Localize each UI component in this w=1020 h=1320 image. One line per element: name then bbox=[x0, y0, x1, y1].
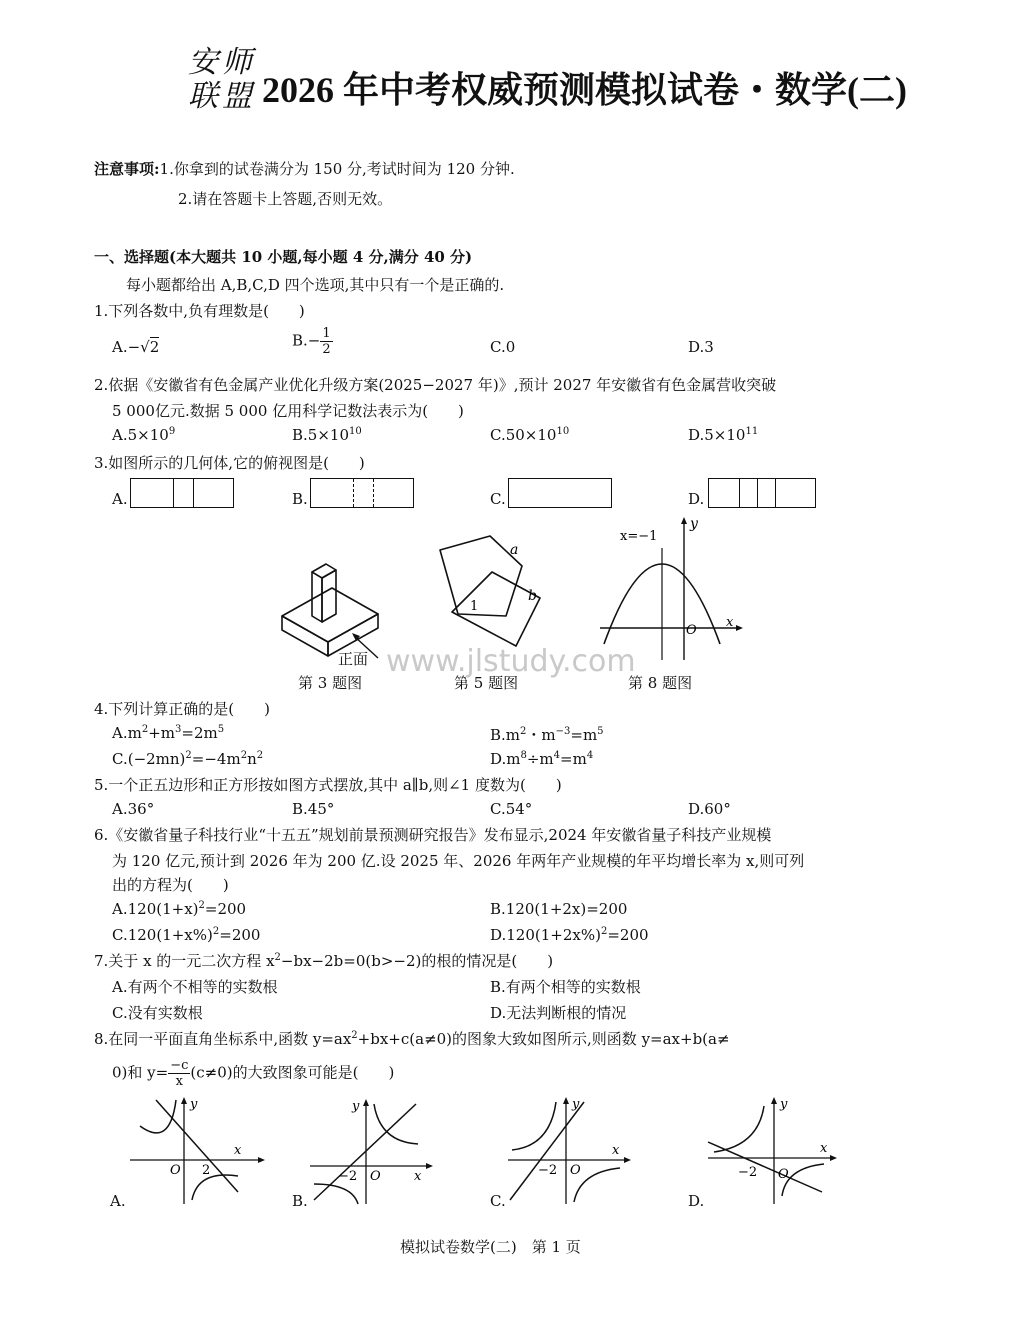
x-label: x bbox=[820, 1141, 828, 1156]
q2-a-base: A.5×10 bbox=[112, 426, 169, 444]
page-title: 2026 年中考权威预测模拟试卷・数学(二) bbox=[262, 70, 907, 110]
x-label: x bbox=[234, 1143, 242, 1158]
q4-a-part: A.m bbox=[112, 724, 142, 742]
origin-label: O bbox=[570, 1163, 581, 1178]
q6-c-exp: 2 bbox=[212, 926, 220, 937]
q8-graph-d bbox=[704, 1096, 844, 1206]
q2-option-b bbox=[292, 426, 362, 444]
figure-3-front-label: 正面 bbox=[338, 650, 369, 668]
q4-a-exp: 5 bbox=[217, 724, 225, 735]
q3-option-d-label: D. bbox=[688, 490, 705, 508]
y-label: y bbox=[572, 1097, 580, 1112]
q8-line-1-part: 8.在同一平面直角坐标系中,函数 y=ax bbox=[94, 1030, 352, 1048]
q1-b-den: 2 bbox=[322, 342, 331, 357]
q3-option-c-label: C. bbox=[490, 490, 506, 508]
q8-graph-c bbox=[504, 1096, 644, 1206]
divider bbox=[173, 479, 174, 507]
q1-option-d: D.3 bbox=[688, 338, 714, 356]
q8-frac-num: −c bbox=[170, 1058, 189, 1073]
y-label: y bbox=[190, 1097, 198, 1112]
page-footer: 模拟试卷数学(二) 第 1 页 bbox=[400, 1238, 581, 1256]
notice-item-1: 1.你拿到的试卷满分为 150 分,考试时间为 120 分钟. bbox=[159, 160, 515, 178]
angle-1-label: 1 bbox=[470, 599, 479, 614]
q5-stem: 5.一个正五边形和正方形按如图方式摆放,其中 a∥b,则∠1 度数为( ) bbox=[94, 776, 562, 794]
q4-a-part: +m bbox=[148, 724, 175, 742]
q6-line-3: 出的方程为( ) bbox=[112, 876, 229, 894]
hyperbola-branch bbox=[512, 1102, 556, 1150]
q8-option-c-label: C. bbox=[490, 1192, 506, 1210]
q4-b-exp: 5 bbox=[597, 726, 604, 737]
q2-line-1: 2.依据《安徽省有色金属产业优化升级方案(2025−2027 年)》,预计 2027 年安徽省有色金属营收突破 bbox=[94, 376, 777, 394]
q1-option-b bbox=[292, 326, 333, 357]
square bbox=[452, 572, 540, 646]
divider bbox=[193, 479, 194, 507]
q8-fraction bbox=[168, 1058, 190, 1089]
sqrt-icon: √ bbox=[140, 338, 150, 356]
q6-d-exp: 2 bbox=[600, 926, 608, 937]
q3-option-a-figure bbox=[130, 478, 234, 508]
q6-d-tail: =200 bbox=[607, 926, 649, 944]
q2-option-d bbox=[688, 426, 758, 444]
q4-option-c bbox=[112, 750, 263, 768]
q3-option-a-label: A. bbox=[112, 490, 128, 508]
q8-frac-den: x bbox=[175, 1074, 183, 1089]
y-label: y bbox=[780, 1097, 788, 1112]
q4-b-exp: −3 bbox=[555, 726, 571, 737]
q8-line-2-part: (c≠0)的大致图象可能是( ) bbox=[190, 1063, 395, 1082]
x-label: x bbox=[612, 1143, 620, 1158]
hyperbola-branch bbox=[714, 1106, 764, 1152]
origin-label: O bbox=[686, 623, 697, 638]
q2-a-exp: 9 bbox=[168, 426, 176, 437]
q8-line-2-part: 0)和 y= bbox=[112, 1063, 169, 1082]
q7-stem-exp: 2 bbox=[274, 952, 281, 963]
symmetry-axis-label: x=−1 bbox=[620, 529, 658, 544]
y-axis-arrow-icon bbox=[771, 1097, 777, 1104]
q4-stem: 4.下列计算正确的是( ) bbox=[94, 700, 271, 718]
q7-stem bbox=[94, 950, 553, 971]
y-label: y bbox=[690, 516, 698, 532]
q4-c-part: n bbox=[247, 750, 257, 768]
q5-option-a: A.36° bbox=[112, 800, 155, 818]
q6-option-d bbox=[490, 926, 649, 944]
q8-line-1-exp: 2 bbox=[351, 1030, 358, 1041]
logo-line-1: 安师 bbox=[188, 45, 256, 80]
q1-a-radicand: 2 bbox=[149, 338, 160, 356]
x-axis-arrow-icon bbox=[736, 625, 743, 631]
q4-b-part: =m bbox=[570, 726, 598, 744]
q6-c-base: C.120(1+x%) bbox=[112, 926, 213, 944]
q1-option-a bbox=[112, 338, 159, 356]
dashed-divider bbox=[373, 479, 374, 507]
q2-line-2: 5 000亿元.数据 5 000 亿用科学记数法表示为( ) bbox=[112, 402, 464, 420]
figure-5-caption: 第 5 题图 bbox=[454, 674, 519, 692]
q1-stem: 1.下列各数中,负有理数是( ) bbox=[94, 302, 305, 320]
y-axis-arrow-icon bbox=[363, 1099, 369, 1106]
q4-d-part: D.m bbox=[490, 750, 521, 768]
q6-option-b: B.120(1+2x)=200 bbox=[490, 900, 628, 918]
figure-3-caption: 第 3 题图 bbox=[298, 674, 363, 692]
dashed-divider bbox=[353, 479, 354, 507]
q2-d-base: D.5×10 bbox=[688, 426, 746, 444]
q3-option-d-figure bbox=[708, 478, 816, 508]
q4-a-exp: 2 bbox=[141, 724, 149, 735]
q6-line-1: 6.《安徽省量子科技行业“十五五”规划前景预测研究报告》发布显示,2024 年安徽省量子科技产业规模 bbox=[94, 826, 772, 844]
figure-8-parabola bbox=[596, 514, 744, 664]
q4-d-part: =m bbox=[560, 750, 587, 768]
q4-b-part: B.m bbox=[490, 726, 521, 744]
origin-label: O bbox=[778, 1167, 789, 1182]
q3-option-b-label: B. bbox=[292, 490, 308, 508]
q4-c-part: C.(−2mn) bbox=[112, 750, 186, 768]
hyperbola-branch bbox=[192, 1175, 238, 1200]
q7-stem-part: 7.关于 x 的一元二次方程 x bbox=[94, 952, 275, 970]
q8-option-b-label: B. bbox=[292, 1192, 308, 1210]
q4-b-exp: 2 bbox=[520, 726, 527, 737]
divider bbox=[739, 479, 740, 507]
tick-label: 2 bbox=[202, 1163, 211, 1178]
section-heading: 一、选择题(本大题共 10 小题,每小题 4 分,满分 40 分) bbox=[94, 248, 473, 266]
q1-b-prefix: B.− bbox=[292, 331, 321, 350]
divider bbox=[757, 479, 758, 507]
q5-option-c: C.54° bbox=[490, 800, 533, 818]
q4-option-d bbox=[490, 750, 593, 768]
q4-d-exp: 8 bbox=[520, 750, 527, 761]
q6-a-exp: 2 bbox=[198, 900, 205, 911]
q4-d-exp: 4 bbox=[553, 750, 561, 761]
q1-b-fraction bbox=[320, 326, 332, 357]
origin-label: O bbox=[170, 1163, 181, 1178]
tick-label: −2 bbox=[538, 1163, 558, 1178]
x-axis-arrow-icon bbox=[624, 1157, 631, 1163]
q4-b-part: ・m bbox=[526, 726, 556, 744]
figure-8-caption: 第 8 题图 bbox=[628, 674, 693, 692]
logo bbox=[188, 46, 256, 114]
notice-item-2: 2.请在答题卡上答题,否则无效。 bbox=[178, 190, 393, 208]
logo-line-2: 联盟 bbox=[188, 79, 256, 114]
divider bbox=[775, 479, 776, 507]
q2-c-base: C.50×10 bbox=[490, 426, 557, 444]
line-a-label: a bbox=[510, 542, 519, 558]
q8-option-d-label: D. bbox=[688, 1192, 705, 1210]
q6-line-2: 为 120 亿元,预计到 2026 年为 200 亿.设 2025 年、2026 年两年产业规模的年平均增长率为 x,则可列 bbox=[112, 852, 805, 870]
q6-option-a bbox=[112, 900, 246, 918]
q4-option-a bbox=[112, 724, 224, 742]
q4-c-exp: 2 bbox=[240, 750, 248, 761]
x-axis-arrow-icon bbox=[426, 1163, 433, 1169]
y-axis-arrow-icon bbox=[563, 1097, 569, 1104]
q7-option-a: A.有两个不相等的实数根 bbox=[112, 978, 278, 996]
y-label: y bbox=[352, 1099, 360, 1114]
q8-line-1 bbox=[94, 1028, 730, 1049]
tick-label: −2 bbox=[738, 1165, 758, 1180]
q4-a-part: =2m bbox=[181, 724, 218, 742]
q8-option-a-label: A. bbox=[110, 1192, 126, 1210]
q5-option-b: B.45° bbox=[292, 800, 335, 818]
q6-a-base: A.120(1+x) bbox=[112, 900, 199, 918]
q2-b-exp: 10 bbox=[349, 426, 362, 437]
figure-5 bbox=[430, 528, 560, 658]
q2-c-exp: 10 bbox=[556, 426, 570, 437]
section-intro: 每小题都给出 A,B,C,D 四个选项,其中只有一个是正确的. bbox=[126, 276, 505, 294]
x-label: x bbox=[726, 615, 734, 630]
q2-d-exp: 11 bbox=[745, 426, 759, 437]
line-b-label: b bbox=[528, 588, 537, 604]
hyperbola-branch bbox=[574, 1168, 620, 1202]
origin-label: O bbox=[370, 1169, 381, 1184]
q6-d-base: D.120(1+2x%) bbox=[490, 926, 601, 944]
q1-b-num: 1 bbox=[322, 326, 331, 341]
q2-option-a bbox=[112, 426, 175, 444]
q4-c-exp: 2 bbox=[185, 750, 192, 761]
q3-stem: 3.如图所示的几何体,它的俯视图是( ) bbox=[94, 454, 365, 472]
q4-c-exp: 2 bbox=[256, 750, 264, 761]
figure-3-solid bbox=[270, 540, 400, 670]
q4-a-exp: 3 bbox=[175, 724, 182, 735]
q6-option-c bbox=[112, 926, 260, 944]
q5-option-d: D.60° bbox=[688, 800, 731, 818]
q1-a-prefix: A.− bbox=[112, 338, 141, 356]
q7-option-b: B.有两个相等的实数根 bbox=[490, 978, 641, 996]
q7-option-d: D.无法判断根的情况 bbox=[490, 1004, 627, 1022]
q4-d-part: ÷m bbox=[526, 750, 554, 768]
q1-option-c: C.0 bbox=[490, 338, 516, 356]
x-axis-arrow-icon bbox=[258, 1157, 265, 1163]
q6-a-tail: =200 bbox=[204, 900, 247, 918]
q8-graph-b bbox=[306, 1096, 446, 1206]
tick-label: −2 bbox=[338, 1169, 358, 1184]
q4-c-part: =−4m bbox=[191, 750, 241, 768]
q6-c-tail: =200 bbox=[219, 926, 261, 944]
q3-option-c-figure bbox=[508, 478, 612, 508]
notice-label: 注意事项: bbox=[94, 160, 160, 178]
q2-b-base: B.5×10 bbox=[292, 426, 349, 444]
watermark: www.jlstudy.com bbox=[386, 644, 636, 679]
q4-option-b bbox=[490, 724, 604, 745]
q8-line-1-part: +bx+c(a≠0)的图象大致如图所示,则函数 y=ax+b(a≠ bbox=[357, 1030, 730, 1048]
q4-d-exp: 4 bbox=[586, 750, 594, 761]
y-axis-arrow-icon bbox=[181, 1097, 187, 1104]
q7-stem-part: −bx−2b=0(b>−2)的根的情况是( ) bbox=[280, 952, 554, 970]
q8-line-2 bbox=[112, 1058, 394, 1089]
x-axis-arrow-icon bbox=[830, 1155, 837, 1161]
line bbox=[510, 1102, 584, 1200]
q2-option-c bbox=[490, 426, 569, 444]
y-axis-arrow-icon bbox=[681, 517, 687, 524]
q8-graph-a bbox=[126, 1096, 266, 1206]
q7-option-c: C.没有实数根 bbox=[112, 1004, 203, 1022]
x-label: x bbox=[414, 1169, 422, 1184]
notice-line-1 bbox=[94, 158, 515, 179]
q3-option-b-figure bbox=[310, 478, 414, 508]
line bbox=[156, 1100, 238, 1192]
